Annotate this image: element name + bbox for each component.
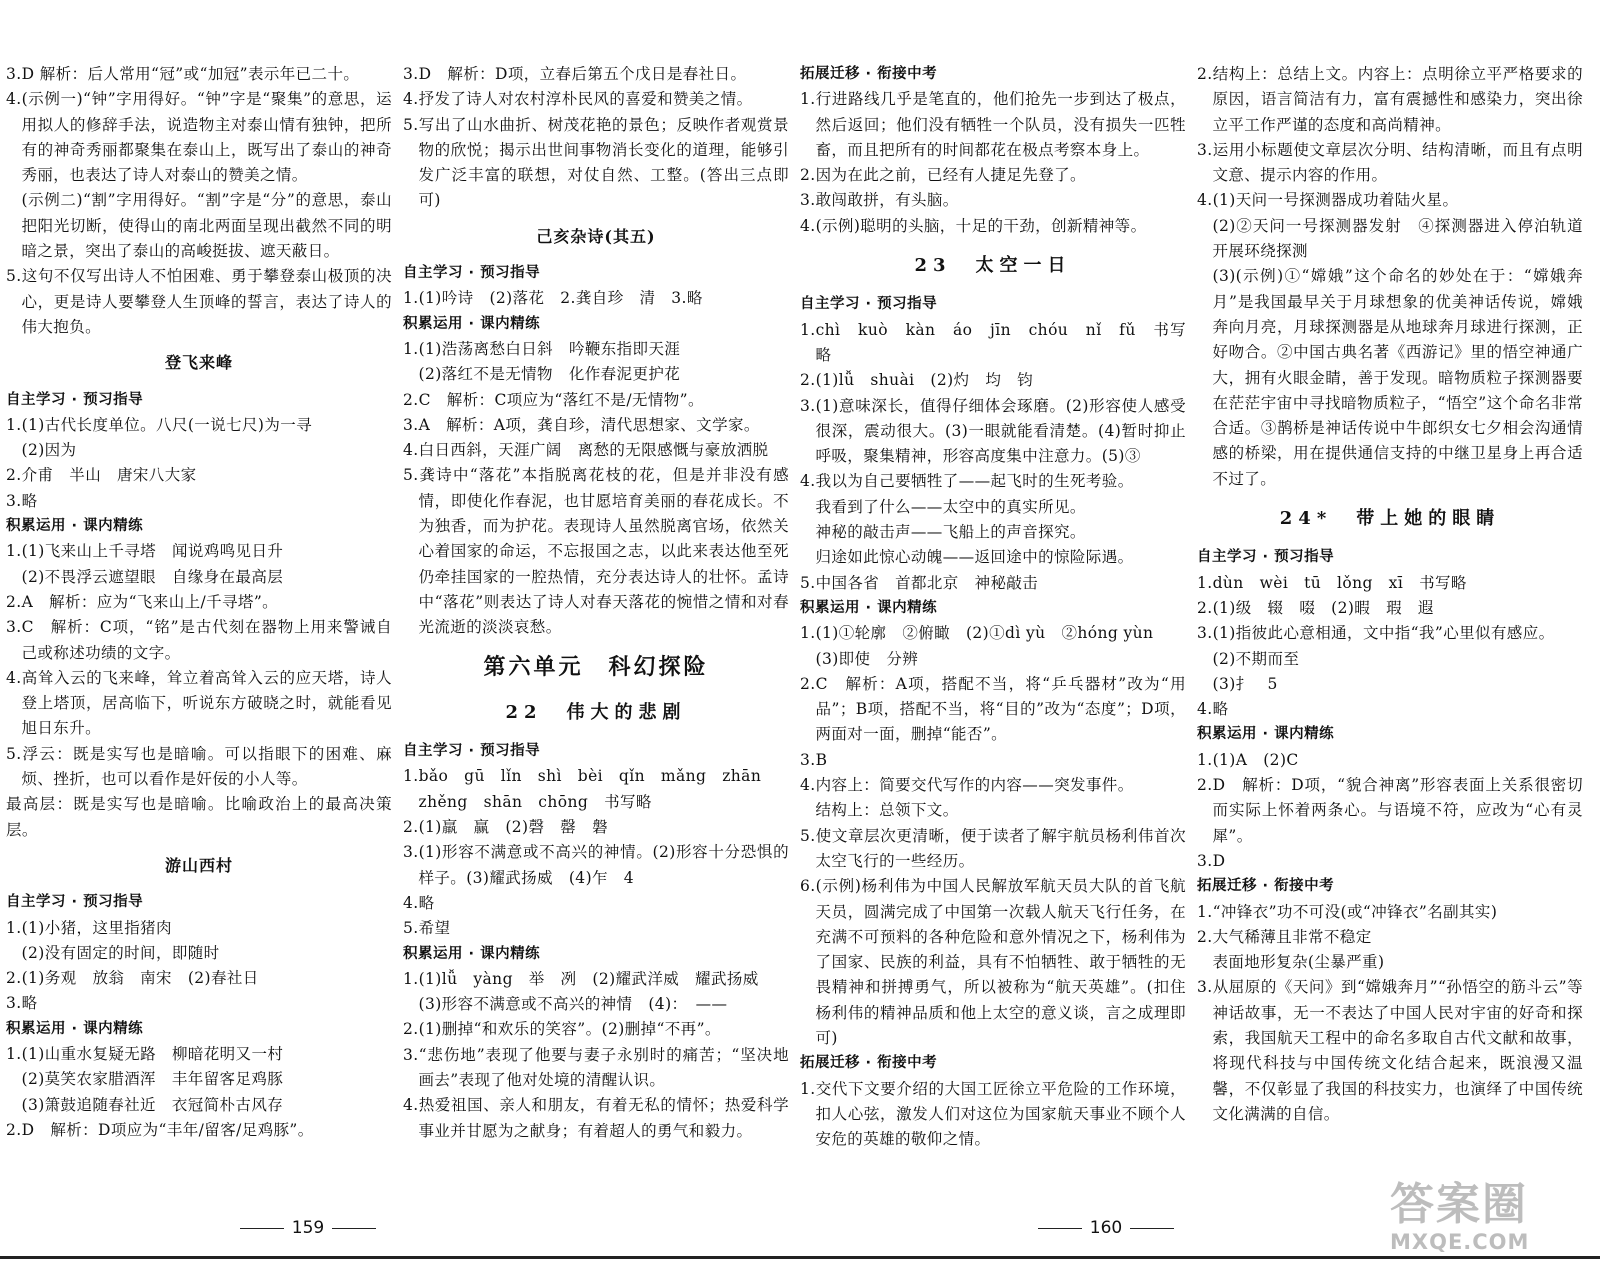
answer-item: 1.(1)飞来山上千寻塔 闻说鸡鸣见日升 xyxy=(6,542,284,561)
answer-item: 5.希望 xyxy=(403,919,451,938)
watermark-logo: 答案圈 xyxy=(1390,1179,1528,1230)
answer-subitem: (2)因为 xyxy=(21,441,77,460)
answer-item: 4.略 xyxy=(1197,700,1229,719)
answer-item: 2.介甫 半山 唐宋八大家 xyxy=(6,466,197,485)
answer-subitem: 我看到了什么——太空中的真实所见。 xyxy=(815,497,1086,516)
answer-item: 1.(1)lǚ yàng 举 冽 (2)耀武洋威 耀武扬威 xyxy=(403,969,759,988)
answer-item: 1.行进路线几乎是笔直的，他们抢先一步到达了极点，然后返回；他们没有牺牲一个队员，没有损失一匹牲畜，而且把所有的时间都花在极点考察本身上。 xyxy=(800,90,1186,159)
answer-item: 1.交代下文要介绍的大国工匠徐立平危险的工作环境，扣人心弦，激发人们对这位为国家航天事业不顾个人安危的英雄的敬仰之情。 xyxy=(800,1079,1186,1149)
answer-item: 2.C 解析：A项，搭配不当，将“乒乓器材”改为“用品”；B项，搭配不当，将“目的”改为“态度”；D项，两面对一面，删掉“能否”。 xyxy=(800,674,1186,744)
answer-item: 4.热爱祖国、亲人和朋友，有着无私的情怀；热爱科学事业并甘愿为之献身；有着超人的勇气和毅力。 xyxy=(403,1096,789,1140)
answer-item: 2.C 解析：C项应为“落红不是/无情物”。 xyxy=(403,390,704,409)
lesson-title: 24* 带上她的眼睛 xyxy=(1279,508,1501,530)
section-heading: 自主学习 · 预习指导 xyxy=(403,265,541,282)
answer-item: 3.运用小标题使文章层次分明、结构清晰，而且有点明文意、提示内容的作用。 xyxy=(1197,140,1583,185)
answer-item: 1.dùn wèi tū lǒng xī 书写略 xyxy=(1197,573,1467,592)
answer-subitem: 归途如此惊心动魄——返回途中的惊险际遇。 xyxy=(815,548,1134,567)
answer-item: 2.大气稀薄且非常不稳定 xyxy=(1197,927,1372,946)
answer-item: 2.(1)lǚ shuài (2)灼 均 钧 xyxy=(800,371,1034,390)
answer-continuation: 最高层：既是实写也是暗喻。比喻政治上的最高决策层。 xyxy=(6,795,392,839)
answer-item: 2.因为在此之前，已经有人捷足先登了。 xyxy=(800,166,1086,185)
answer-item: 1.(1)吟诗 (2)落花 2.龚自珍 清 3.略 xyxy=(403,289,703,308)
section-heading: 自主学习 · 预习指导 xyxy=(6,894,144,911)
page-number-left: 159 xyxy=(228,1218,388,1238)
column-4 xyxy=(1197,62,1583,1192)
answer-subitem: (示例二)“割”字用得好。“割”字是“分”的意思，泰山把阳光切断，使得山的南北两面呈现出截然不同的明暗之景，突出了泰山的高峻挺拔、遮天蔽日。 xyxy=(21,191,392,261)
section-heading: 拓展迁移 · 衔接中考 xyxy=(800,1055,938,1072)
answer-item: 5.中国各省 首都北京 神秘敲击 xyxy=(800,573,1039,592)
answer-item: 2.D 解析：D项，“貌合神离”形容表面上关系很密切而实际上怀着两条心。与语境不符，应改为“心有灵犀”。 xyxy=(1197,776,1583,845)
answer-item: 4.略 xyxy=(403,893,435,912)
answer-item: 3.D 解析：后人常用“冠”或“加冠”表示年已二十。 xyxy=(6,65,360,83)
answer-item: 2.(1)删掉“和欢乐的笑容”。(2)删掉“不再”。 xyxy=(403,1020,721,1039)
section-heading: 积累运用 · 课内精练 xyxy=(403,315,541,332)
unit-title: 第六单元 科幻探险 xyxy=(483,654,709,680)
answer-item: 4.抒发了诗人对农村淳朴民风的喜爱和赞美之情。 xyxy=(403,90,753,109)
answer-subitem: (2)落红不是无情物 化作春泥更护花 xyxy=(418,365,681,384)
section-heading: 积累运用 · 课内精练 xyxy=(403,945,541,962)
answer-item: 4.我以为自己要牺牲了——起飞时的生死考验。 xyxy=(800,472,1134,491)
section-heading: 积累运用 · 课内精练 xyxy=(1197,726,1335,743)
answer-item: 4.(示例一)“钟”字用得好。“钟”字是“聚集”的意思，运用拟人的修辞手法，说造物主对泰山情有独钟，把所有的神奇秀丽都聚集在泰山上，既写出了泰山的神奇秀丽，也表达了诗人对泰山的赞美之情。 xyxy=(6,90,392,185)
answer-subitem: (2)②天问一号探测器发射 ④探测器进入停泊轨道开展环绕探测 xyxy=(1212,216,1583,261)
watermark xyxy=(1390,1180,1580,1260)
answer-subitem: 表面地形复杂(尘暴严重) xyxy=(1212,953,1385,972)
section-heading: 积累运用 · 课内精练 xyxy=(6,518,144,535)
answer-item: 3.敢闯敢拼，有头脑。 xyxy=(800,191,959,210)
answer-subitem: (3)扌 5 xyxy=(1212,674,1278,693)
answer-item: 1.(1)山重水复疑无路 柳暗花明又一村 xyxy=(6,1044,284,1063)
answer-item: 4.(示例)聪明的头脑，十足的干劲，创新精神等。 xyxy=(800,216,1147,235)
section-heading: 积累运用 · 课内精练 xyxy=(800,599,938,616)
answer-item: 6.(示例)杨利伟为中国人民解放军航天员大队的首飞航天员，圆满完成了中国第一次载人航天飞行任务，在充满不可预料的各种危险和意外情况之下，杨利伟为了国家、民族的利益，具有不怕牺牲、敢于牺牲的无畏精神和拼搏勇气，所以被称为“航天英雄”。(扣住杨利伟的精神品质和他上太空的意义谈，言之成理即可) xyxy=(800,877,1186,1047)
answer-item: 3.B xyxy=(800,750,828,769)
answer-item: 3.A 解析：A项，龚自珍，清代思想家、文学家。 xyxy=(403,415,760,434)
answer-subitem: (2)莫笑农家腊酒浑 丰年留客足鸡豚 xyxy=(21,1070,284,1089)
answer-item: 4.内容上：简要交代写作的内容——突发事件。 xyxy=(800,776,1134,795)
answer-item: 3.略 xyxy=(6,491,38,510)
answer-subitem: zhěng shān chōng 书写略 xyxy=(418,792,652,811)
answer-item: 5.使文章层次更清晰，便于读者了解宇航员杨利伟首次太空飞行的一些经历。 xyxy=(800,826,1186,870)
column-1 xyxy=(6,62,392,1192)
answer-item: 3.从屈原的《天问》到“嫦娥奔月”“孙悟空的筋斗云”等神话故事，无一不表达了中国人民对宇宙的好奇和探索，我国航天工程中的命名多取自古代文献和故事，将现代科技与中国传统文化结合起来，既浪漫又温馨，不仅彰显了我国的科技实力，也演绎了中国传统文化满满的自信。 xyxy=(1197,978,1583,1123)
page-number-right: 160 xyxy=(1026,1218,1186,1238)
answer-item: 3.“悲伤地”表现了他要与妻子永别时的痛苦；“坚决地画去”表现了他对处境的清醒认识。 xyxy=(403,1045,789,1089)
answer-item: 1.bǎo gū lǐn shì bèi qǐn mǎng zhān xyxy=(403,767,762,786)
answer-subitem: (2)没有固定的时间，即随时 xyxy=(21,943,220,962)
answer-item: 1.(1)A (2)C xyxy=(1197,750,1299,769)
answer-item: 1.(1)小猪，这里指猪肉 xyxy=(6,918,172,937)
answer-subitem: (3)(示例)①“嫦娥”这个命名的妙处在于：“嫦娥奔月”是我国最早关于月球想象的优美神话传说，嫦娥奔向月亮，月球探测器是从地球奔月球进行探测，正好吻合。②中国古典名著《西游记》里的悟空神通广大，拥有火眼金睛，善于发现。暗物质粒子探测器要在茫茫宇宙中寻找暗物质粒子，“悟空”这个命名非常合适。③鹊桥是神话传说中牛郎织女七夕相会沟通情感的桥梁，用在提供通信支持的中继卫星身上再合适不过了。 xyxy=(1212,267,1583,488)
answer-item: 5.这句不仅写出诗人不怕困难、勇于攀登泰山极顶的决心，更是诗人要攀登人生顶峰的誓言，表达了诗人的伟大抱负。 xyxy=(6,267,392,336)
section-heading: 拓展迁移 · 衔接中考 xyxy=(800,66,938,82)
watermark-url: MXQE.COM xyxy=(1390,1230,1530,1254)
answer-subitem: 神秘的敲击声——飞船上的声音探究。 xyxy=(815,523,1086,542)
answer-item: 4.高耸入云的飞来峰，耸立着高耸入云的应天塔，诗人登上塔顶，居高临下，听说东方破晓之时，就能看见旭日东升。 xyxy=(6,668,392,738)
poem-title: 己亥杂诗(其五) xyxy=(536,226,656,246)
answer-item: 1.(1)古代长度单位。八尺(一说七尺)为一寻 xyxy=(6,415,313,434)
poem-title: 登飞来峰 xyxy=(164,353,233,373)
column-2 xyxy=(403,62,789,1192)
answer-item: 3.D 解析：D项，立春后第五个戊日是春社日。 xyxy=(403,65,747,83)
answer-item: 4.白日西斜，天涯广阔 离愁的无限感慨与豪放洒脱 xyxy=(403,441,769,460)
section-heading: 积累运用 · 课内精练 xyxy=(6,1020,144,1037)
answer-subitem: (2)不畏浮云遮望眼 自缘身在最高层 xyxy=(21,567,284,586)
answer-item: 2.(1)务观 放翁 南宋 (2)春社日 xyxy=(6,969,259,988)
answer-subitem: (3)即使 分辨 xyxy=(815,649,919,668)
answer-item: 5.浮云：既是实写也是暗喻。可以指眼下的困难、麻烦、挫折，也可以看作是奸佞的小人等。 xyxy=(6,744,392,789)
lesson-title: 23 太空一日 xyxy=(914,255,1072,277)
answer-subitem: (3)形容不满意或不高兴的神情 (4)： —— xyxy=(418,995,728,1014)
section-heading: 自主学习 · 预习指导 xyxy=(1197,549,1335,566)
section-heading: 拓展迁移 · 衔接中考 xyxy=(1197,878,1335,895)
section-heading: 自主学习 · 预习指导 xyxy=(800,296,938,313)
answer-item: 5.龚诗中“落花”本指脱离花枝的花，但是并非没有感情，即使化作春泥，也甘愿培育美丽的春花成长。不为独香，而为护花。表现诗人虽然脱离官场，依然关心着国家的命运，不忘报国之志，以此来表达他至死仍牵挂国家的一腔热情，充分表达诗人的壮怀。孟诗中“落花”则表达了诗人对春天落花的惋惜之情和对春光流逝的淡淡哀愁。 xyxy=(403,466,789,637)
poem-title: 游山西村 xyxy=(164,855,233,875)
answer-item: 3.(1)意味深长，值得仔细体会琢磨。(2)形容使人感受很深，震动很大。(3)一眼就能看清楚。(4)暂时抑止呼吸，聚集精神，形容高度集中注意力。(5)③ xyxy=(800,396,1186,466)
answer-item: 2.D 解析：D项应为“丰年/留客/足鸡豚”。 xyxy=(6,1120,314,1139)
answer-item: 5.写出了山水曲折、树茂花艳的景色；反映作者观赏景物的欣悦；揭示出世间事物消长变化的道理，能够引发广泛丰富的联想，对仗自然、工整。(答出三点即可) xyxy=(403,115,789,210)
answer-item: 2.A 解析：应为“飞来山上/千寻塔”。 xyxy=(6,592,279,611)
answer-item: 2.结构上：总结上文。内容上：点明徐立平严格要求的原因，语言简洁有力，富有震撼性和感染力，突出徐立平工作严谨的态度和高尚精神。 xyxy=(1197,65,1583,134)
bottom-rule xyxy=(0,1256,1600,1259)
section-heading: 自主学习 · 预习指导 xyxy=(6,391,144,408)
answer-item: 3.C 解析：C项，“铭”是古代刻在器物上用来警诫自己或称述功绩的文字。 xyxy=(6,618,392,662)
answer-item: 3.(1)形容不满意或不高兴的神情。(2)形容十分恐惧的样子。(3)耀武扬威 (4)乍 4 xyxy=(403,843,789,887)
answer-item: 2.(1)羸 赢 (2)磬 罄 磐 xyxy=(403,818,609,837)
answer-item: 1.(1)浩荡离愁白日斜 吟鞭东指即天涯 xyxy=(403,339,681,358)
answer-item: 4.(1)天问一号探测器成功着陆火星。 xyxy=(1197,191,1459,210)
answer-subitem: 结构上：总领下文。 xyxy=(815,801,959,820)
answer-item: 3.D xyxy=(1197,851,1226,870)
answer-item: 3.略 xyxy=(6,994,38,1013)
answer-item: 2.(1)级 辍 啜 (2)暇 瑕 遐 xyxy=(1197,598,1434,617)
answer-item: 1.chì kuò kàn áo jīn chóu nǐ fǔ 书写略 xyxy=(800,320,1186,364)
section-heading: 自主学习 · 预习指导 xyxy=(403,743,541,760)
answer-item: 1.(1)①轮廓 ②俯瞰 (2)①dì yù ②hóng yùn xyxy=(800,624,1154,643)
answer-subitem: (3)箫鼓追随春社近 衣冠简朴古风存 xyxy=(21,1095,284,1114)
column-3 xyxy=(800,62,1186,1192)
answer-subitem: (2)不期而至 xyxy=(1212,649,1300,668)
answer-item: 1.“冲锋衣”功不可没(或“冲锋衣”名副其实) xyxy=(1197,902,1498,921)
answer-item: 3.(1)指彼此心意相通，文中指“我”心里似有感应。 xyxy=(1197,624,1555,643)
lesson-title: 22 伟大的悲剧 xyxy=(505,701,687,723)
